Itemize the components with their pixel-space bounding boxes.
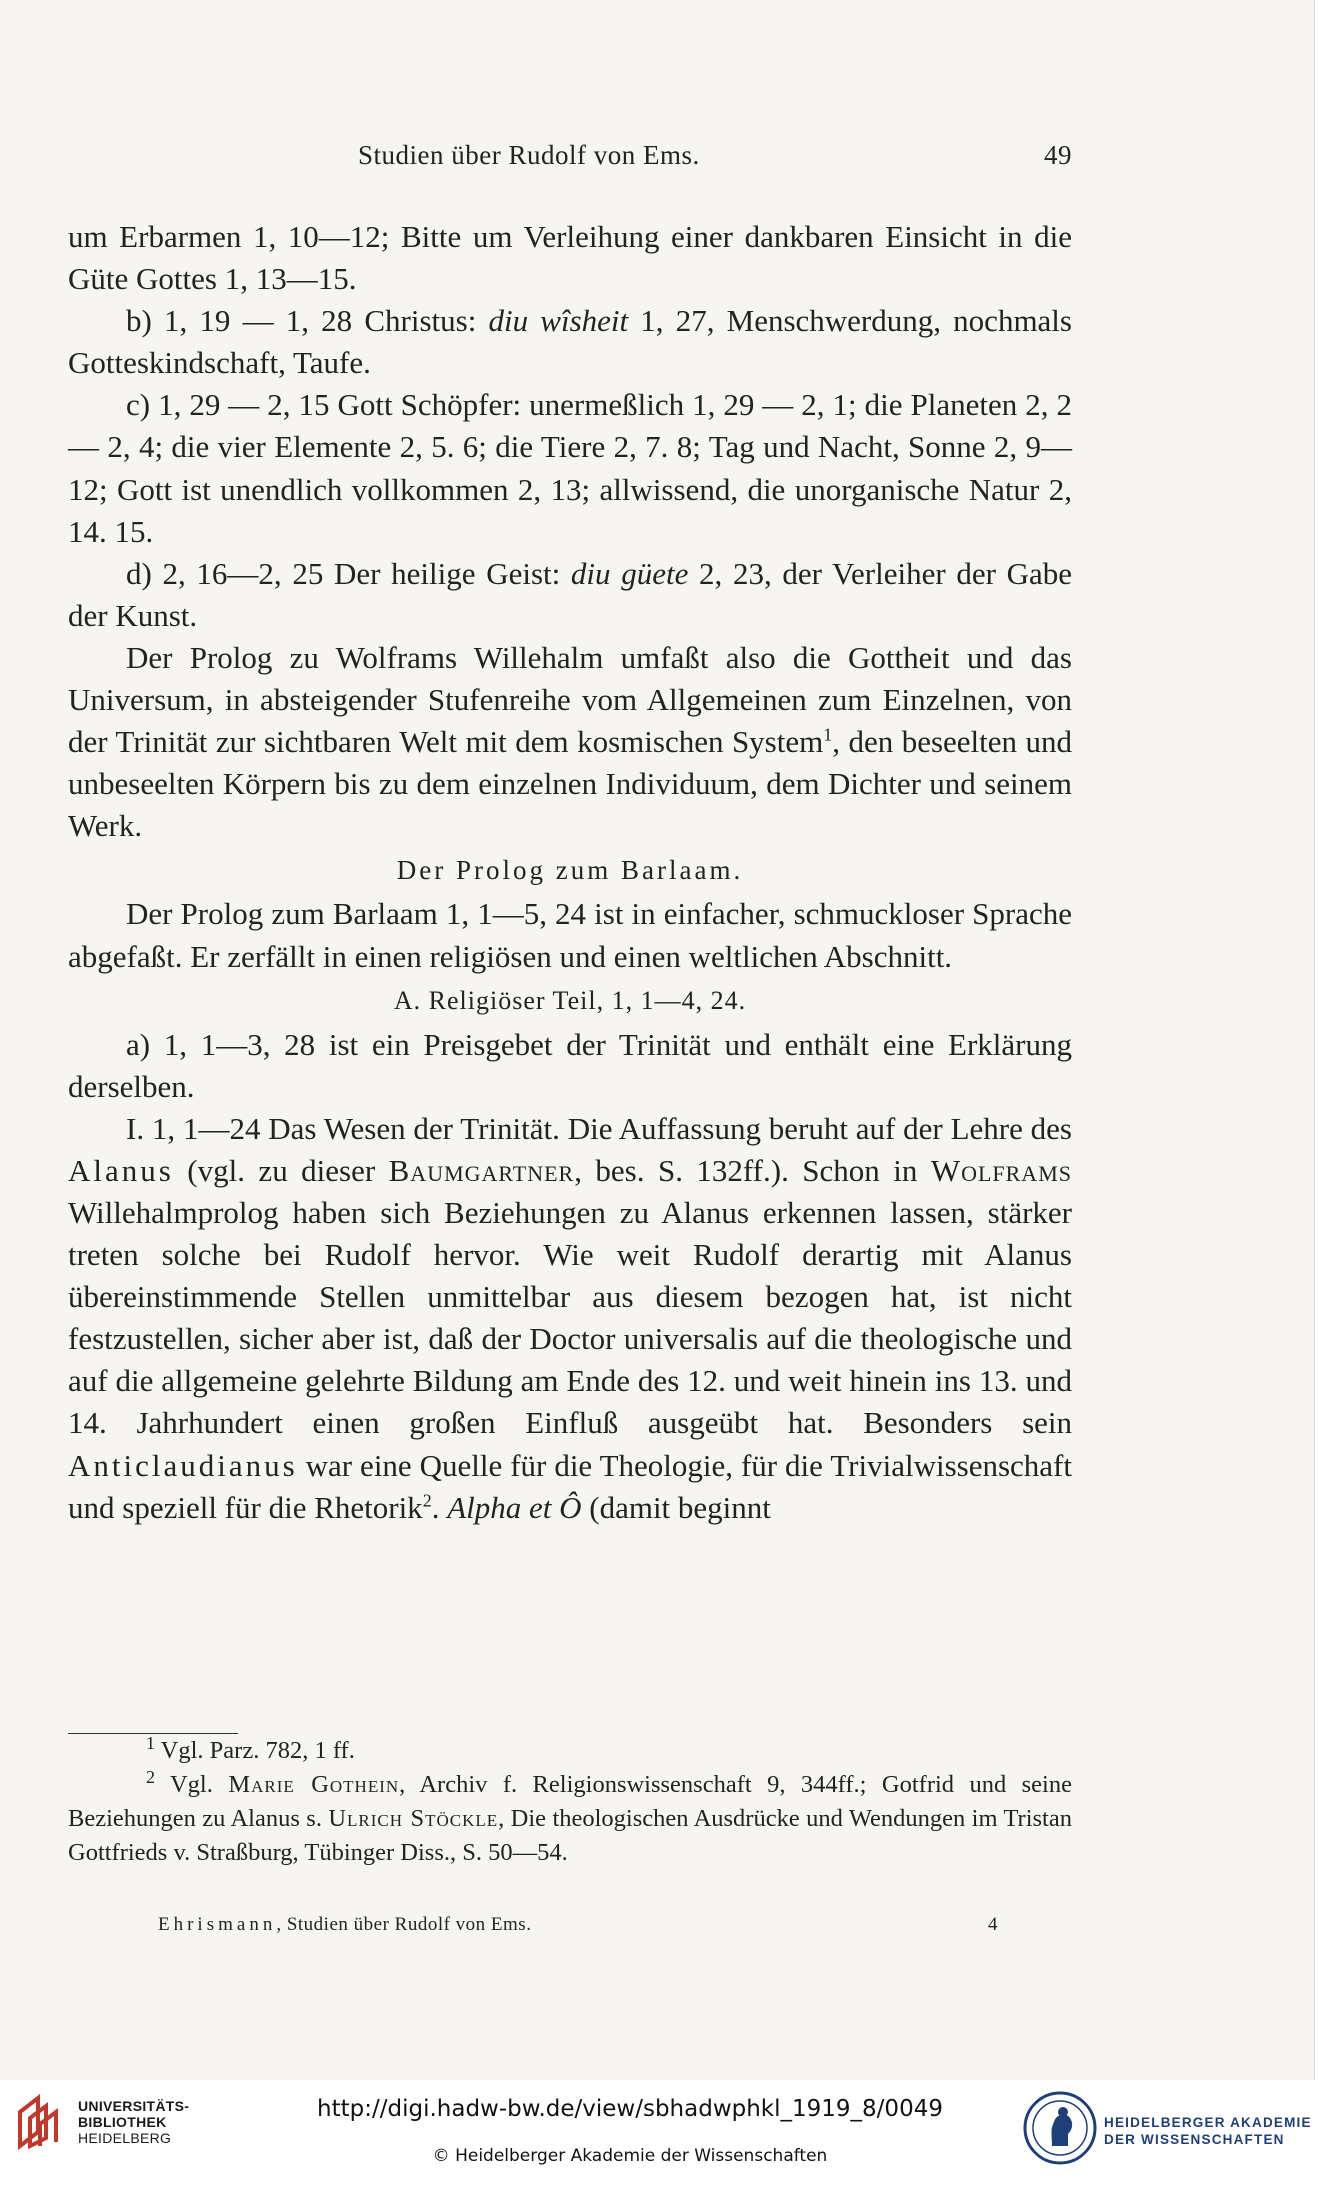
text-run: Der Prolog zu Wolframs Willehalm umfaßt also die Gottheit und das Universum, in absteigender Stufenreihe vom Allgemeinen zum Einzelnen, von der Trinität zur sichtbaren Welt mit dem kosmischen System — [68, 639, 1072, 760]
logo-line: UNIVERSITÄTS- — [78, 2098, 190, 2114]
paragraph — [68, 637, 1072, 847]
paragraph — [68, 1024, 1072, 1108]
logo-line: HEIDELBERG — [78, 2130, 172, 2146]
spaced-name: Alanus — [68, 1152, 174, 1188]
text-run: (vgl. zu dieser — [173, 1152, 389, 1188]
logo-line: HEIDELBERGER AKADEMIE — [1104, 2115, 1312, 2130]
permalink-url[interactable]: http://digi.hadw-bw.de/view/sbhadwphkl_1919_8/0049 — [317, 2096, 943, 2122]
text-run: , den beseelten und unbeseelten Körpern bis zu dem einzelnen Individuum, dem Dichter und seinem Werk. — [68, 724, 1072, 844]
text-run: . — [431, 1489, 448, 1525]
text-run: (damit beginnt — [581, 1489, 771, 1525]
footnote-number: 2 — [146, 1766, 155, 1787]
text-run: einen großen Einfluß ausgeübt hat. Besonders sein — [282, 1405, 1072, 1441]
paragraph — [68, 1108, 1072, 1529]
text-run: , Die theologischen Ausdrücke und Wendungen im Tristan Gottfrieds v. Straßburg, Tübinger Diss., S. 50—54. — [68, 1805, 1072, 1866]
text-run: Willehalmprolog haben sich Beziehungen zu Alanus erkennen lassen, stärker treten solche bei Rudolf hervor. Wie weit Rudolf derartig mit Alanus übereinstimmende Stellen unmittelbar aus diesem bezogen hat, ist nicht festzustellen, sicher aber ist, daß der Doctor universalis auf die theologische und auf die allgemeine gelehrte Bildung am Ende des 12. und weit hinein ins 13. und 14. — [68, 1194, 1072, 1441]
text-run: Jahrhundert — [136, 1405, 283, 1441]
paragraph — [68, 300, 1072, 384]
ub-heidelberg-wordmark[interactable] — [78, 2098, 189, 2146]
text-run: a) 1, 1—3, 28 ist ein Preisgebet der Trinität und enthält eine Erklärung derselben. — [68, 1026, 1072, 1104]
text-run: 1, 27, Menschwerdung, nochmals Gotteskindschaft, Taufe. — [68, 303, 1072, 381]
footnotes — [68, 1724, 1072, 1870]
smallcaps-name: Wolframs — [930, 1152, 1072, 1188]
text-run: um Erbarmen 1, 10—12; Bitte um Verleihung einer dankbaren Einsicht in die Güte Gottes 1, 13—15. — [68, 219, 1072, 297]
footnote-ref: 2 — [422, 1490, 432, 1511]
text-run: c) 1, 29 — 2, 15 Gott Schöpfer: unermeßlich 1, 29 — 2, 1; die Planeten 2, 2 — 2, 4; die vier Elemente 2, 5. 6; die Tiere 2, 7. 8; Tag und Nacht, Sonne 2, 9—12; Gott ist unendlich vollkommen 2, 13; allwissend, die unorganische Natur 2, 14. 15. — [68, 387, 1072, 549]
ub-heidelberg-logo-icon[interactable] — [12, 2092, 74, 2152]
smallcaps-name: Baumgartner — [388, 1152, 575, 1188]
academy-wordmark[interactable] — [1104, 2114, 1312, 2148]
text-run: , Archiv f. Religionswissenschaft 9, 344ff.; Gotfrid und seine Beziehungen zu Alanus s. — [68, 1771, 1072, 1832]
text-run: b) 1, 19 — 1, 28 Christus: — [126, 303, 489, 339]
section-heading: Der Prolog zum Barlaam. — [396, 855, 744, 886]
signature-title: , Studien über Rudolf von Ems. — [276, 1914, 532, 1935]
logo-line: BIBLIOTHEK — [78, 2114, 167, 2130]
text-run: I. 1, 1—24 Das Wesen der Trinität. Die Auffassung beruht auf der Lehre des — [126, 1110, 1072, 1146]
main-text — [68, 216, 1072, 1529]
text-run: , bes. S. 132ff.). Schon in — [574, 1152, 931, 1188]
spaced-name: Anticlaudianus — [68, 1447, 298, 1483]
paragraph — [68, 553, 1072, 637]
signature-author: Ehrismann — [158, 1914, 277, 1935]
text-run: war eine Quelle für die Theologie, für die Trivialwissenschaft und speziell für die Rhetorik — [68, 1447, 1072, 1525]
text-run: Vgl. — [155, 1771, 229, 1798]
copyright-notice: © Heidelberger Akademie der Wissenschaften — [432, 2146, 828, 2166]
text-run: Der Prolog zum Barlaam 1, 1—5, 24 ist in einfacher, schmuckloser Sprache abgefaßt. Er zerfällt in einen religiösen und einen weltlichen Abschnitt. — [68, 896, 1072, 974]
smallcaps-name: Ulrich Stöckle — [328, 1805, 499, 1832]
paragraph — [68, 216, 1072, 300]
academy-seal-icon[interactable] — [1022, 2090, 1098, 2166]
logo-line: DER WISSENSCHAFTEN — [1104, 2132, 1285, 2147]
subsection-heading: A. Religiöser Teil, 1, 1—4, 24. — [393, 985, 747, 1015]
paragraph — [68, 384, 1072, 552]
printer-signature — [158, 1914, 998, 1936]
text-run: Vgl. Parz. 782, 1 ff. — [155, 1737, 355, 1764]
page-number: 49 — [1044, 140, 1072, 170]
footnote-ref: 1 — [823, 724, 833, 745]
footnote — [68, 1768, 1072, 1870]
paragraph — [68, 893, 1072, 977]
smallcaps-name: Marie Gothein — [228, 1771, 400, 1798]
text-run: d) 2, 16—2, 25 Der heilige Geist: — [126, 555, 571, 591]
running-title: Studien über Rudolf von Ems. — [358, 140, 700, 170]
italic-term: Alpha et Ô — [447, 1489, 582, 1525]
italic-term: diu wîsheit — [488, 303, 629, 339]
footnote-number: 1 — [146, 1732, 155, 1753]
signature-sheet-number: 4 — [988, 1914, 998, 1935]
text-run: 2, 23, der Verleiher der Gabe der Kunst. — [68, 555, 1072, 633]
footnote — [68, 1724, 1072, 1768]
italic-term: diu güete — [570, 555, 689, 591]
